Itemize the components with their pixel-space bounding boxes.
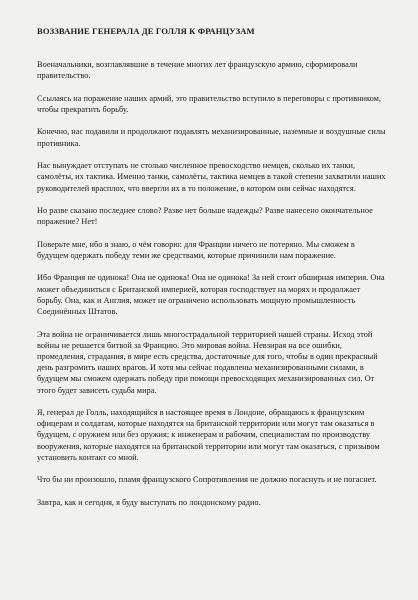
- paragraph: Но разве сказано последнее слово? Разве нет больше надежды? Разве нанесено окончательное поражение? Нет!: [37, 206, 373, 227]
- paragraph: Эта война не ограничивается лишь многострадальной территорией нашей страны. Исход этой войны не решается битвой за Францию. Это мировая война. Невзирая на все ошибки, промедления, страдания, в мире есть средства, достаточные для того, чтобы в один прекрасный день разгромить наших врагов. И хотя мы сейчас подавлены механизированными силами, в будущем мы сможем одержать победу при помощи превосходящих механизированных сил. От этого будет зависеть судьба мира.: [37, 329, 378, 395]
- paragraph: Завтра, как и сегодня, я буду выступать по лондонскому радио.: [37, 497, 261, 507]
- paragraph: Нас вынуждает отступать не столько численное превосходство немцев, сколько их танки, самолёты, их тактика. Именно танки, самолёты, тактика немцев в такой степени захватили наших руководителей врасплох, что ввергли их в то положение, в котором они сейчас находятся.: [37, 161, 386, 193]
- paragraph: Что бы ни произошло, пламя французского Сопротивления не должно погаснуть и не погаснет.: [37, 475, 377, 485]
- paragraph: Я, генерал де Голль, находящийся в настоящее время в Лондоне, обращаюсь к французским офицерам и солдатам, которые находятся на британской территории или могут там оказаться в будущем, с оружием или без оружия; к инженерам и рабочим, специалистам по производству вооружения, которые находятся на британской территории или могут там оказаться, с призывом установить контакт со мной.: [37, 408, 380, 462]
- paragraph: Конечно, нас подавили и продолжают подавлять механизированные, наземные и воздушные силы противника.: [37, 127, 386, 148]
- paragraph: Ибо Франция не одинока! Она не одинока! Она не одинока! За ней стоит обширная империя. Она может объединиться с Британской империей, которая господствует на морях и продолжает борьбу. Она, как и Англия, может не ограничено использовать мощную промышленность Соединённых Штатов.: [37, 273, 385, 317]
- document-title: ВОЗЗВАНИЕ ГЕНЕРАЛА ДЕ ГОЛЛЯ К ФРАНЦУЗАМ: [37, 26, 255, 36]
- paragraph: Ссылаясь на поражение наших армий, это правительство вступило в переговоры с противником, чтобы прекратить борьбу.: [37, 93, 382, 114]
- paragraph: Военачальники, возглавлявшие в течение многих лет французскую армию, сформировали правительство.: [37, 60, 358, 81]
- paragraph: Поверьте мне, ибо я знаю, о чём говорю: для Франции ничего не потеряно. Мы сможем в будущем одержать победу теми же средствами, которые причинили нам поражение.: [37, 239, 355, 260]
